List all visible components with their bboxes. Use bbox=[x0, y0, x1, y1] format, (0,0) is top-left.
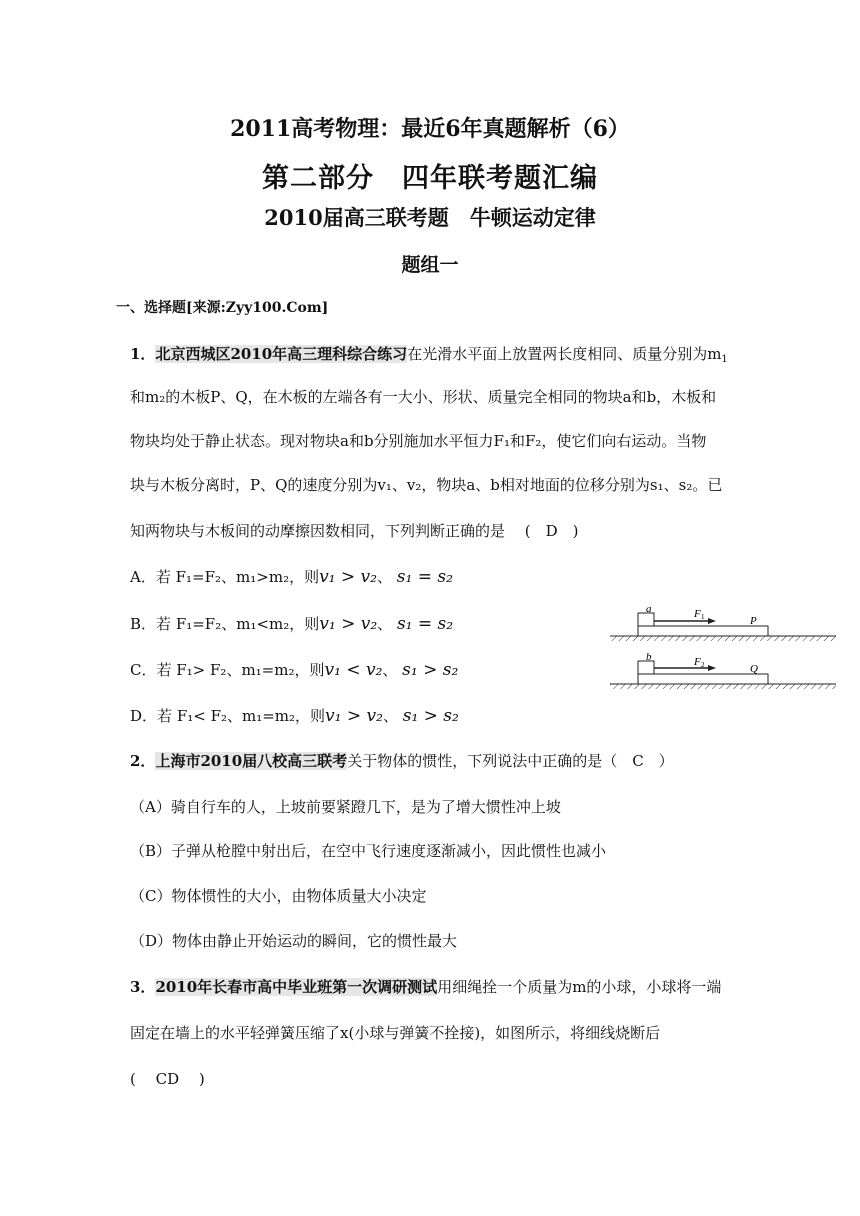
q3-source: 2010年长春市高中毕业班第一次调研测试 bbox=[155, 978, 438, 996]
ground-hatch-2 bbox=[610, 684, 836, 689]
option-displacement: s₁ > s₂ bbox=[402, 660, 459, 680]
q3-line-1 bbox=[130, 976, 721, 997]
option-label: B．若 bbox=[130, 615, 172, 633]
document-title: 2011高考物理：最近6年真题解析（6） bbox=[230, 116, 630, 142]
board-block-figure bbox=[608, 602, 840, 694]
q2-option-a: （A）骑自行车的人，上坡前要紧蹬几下，是为了增大惯性冲上坡 bbox=[130, 798, 561, 816]
ground-hatch-1 bbox=[610, 636, 836, 641]
q1-line-3: 物块均处于静止状态。现对物块a和b分别施加水平恒力F₁和F₂，使它们向右运动。当物 bbox=[130, 432, 707, 450]
label-p: P bbox=[750, 615, 757, 627]
option-displacement: s₁ = s₂ bbox=[396, 567, 453, 587]
label-f2: F bbox=[694, 656, 701, 668]
q1-option-c: C．若 F₁> F₂、m₁=m₂，则v₁ < v₂、 s₁ > s₂ bbox=[130, 660, 459, 680]
arrow-head-2 bbox=[708, 665, 716, 671]
q1-option-a: A．若 F₁=F₂、m₁>m₂，则v₁ > v₂、 s₁ = s₂ bbox=[130, 567, 453, 587]
q3-line-3: ( CD ) bbox=[130, 1070, 205, 1088]
q1-option-b: B．若 F₁=F₂、m₁<m₂，则v₁ > v₂、 s₁ = s₂ bbox=[130, 614, 454, 634]
q1-text-1: 在光滑水平面上放置两长度相同、质量分别为m bbox=[407, 345, 722, 363]
option-velocity: v₁ > v₂ bbox=[325, 706, 383, 726]
board-p bbox=[638, 626, 768, 636]
group-title: 题组一 bbox=[401, 254, 459, 276]
q3-line-2: 固定在墙上的水平轻弹簧压缩了x(小球与弹簧不拴接)，如图所示，将细线烧断后 bbox=[130, 1024, 661, 1042]
q1-source: 北京西城区2010年高三理科综合练习 bbox=[155, 345, 408, 363]
q2-option-d: （D）物体由静止开始运动的瞬间，它的惯性最大 bbox=[130, 932, 458, 950]
part-title: 第二部分 四年联考题汇编 bbox=[262, 163, 598, 194]
option-velocity: v₁ > v₂ bbox=[319, 614, 378, 634]
option-condition: F₁=F₂、m₁>m₂，则 bbox=[175, 568, 320, 586]
q1-line-4: 块与木板分离时，P、Q的速度分别为v₁、v₂，物块a、b相对地面的位移分别为s₁、s₂。已 bbox=[130, 476, 723, 494]
section-heading: 一、选择题[来源:Zyy100.Com] bbox=[116, 300, 329, 316]
q1-number: 1． bbox=[130, 345, 156, 363]
label-q: Q bbox=[750, 663, 758, 675]
option-velocity: v₁ > v₂ bbox=[319, 567, 377, 587]
option-condition: F₁> F₂、m₁=m₂，则 bbox=[176, 661, 325, 679]
arrow-head-1 bbox=[708, 618, 716, 624]
option-condition: F₁=F₂、m₁<m₂，则 bbox=[175, 615, 320, 633]
option-displacement: s₁ = s₂ bbox=[396, 614, 454, 634]
option-velocity: v₁ < v₂ bbox=[324, 660, 383, 680]
q3-text-1: 用细绳拴一个质量为m的小球，小球将一端 bbox=[437, 978, 722, 996]
label-a: a bbox=[646, 603, 652, 615]
option-label: A．若 bbox=[130, 568, 171, 586]
label-f1: F bbox=[694, 608, 701, 620]
option-label: C．若 bbox=[130, 661, 172, 679]
q2-number: 2． bbox=[130, 752, 156, 770]
q1-line-5: 知两物块与木板间的动摩擦因数相同，下列判断正确的是 ( D ) bbox=[130, 522, 579, 540]
board-q bbox=[638, 674, 768, 684]
label-f2-sub: 2 bbox=[701, 661, 705, 669]
q2-stem bbox=[130, 750, 674, 771]
option-condition: F₁< F₂、m₁=m₂，则 bbox=[176, 707, 326, 725]
q3-number: 3． bbox=[130, 978, 156, 996]
chapter-title: 2010届高三联考题 牛顿运动定律 bbox=[264, 205, 596, 230]
q1-option-d: D．若 F₁< F₂、m₁=m₂，则v₁ > v₂、 s₁ > s₂ bbox=[130, 706, 459, 726]
q1-line-2: 和m₂的木板P、Q，在木板的左端各有一大小、形状、质量完全相同的物块a和b，木板和 bbox=[130, 388, 717, 406]
label-f1-sub: 1 bbox=[701, 613, 705, 621]
option-displacement: s₁ > s₂ bbox=[402, 706, 459, 726]
option-label: D．若 bbox=[130, 707, 173, 725]
q2-option-c: （C）物体惯性的大小，由物体质量大小决定 bbox=[130, 887, 427, 905]
q1-line-1: 1．北京西城区2010年高三理科综合练习在光滑水平面上放置两长度相同、质量分别为$m_1$ bbox=[130, 345, 728, 365]
q2-source: 上海市2010届八校高三联考 bbox=[155, 752, 348, 770]
label-b: b bbox=[646, 651, 652, 663]
q2-text: 关于物体的惯性，下列说法中正确的是（ C ） bbox=[347, 752, 674, 770]
q2-option-b: （B）子弹从枪膛中射出后，在空中飞行速度逐渐减小，因此惯性也减小 bbox=[130, 842, 607, 860]
